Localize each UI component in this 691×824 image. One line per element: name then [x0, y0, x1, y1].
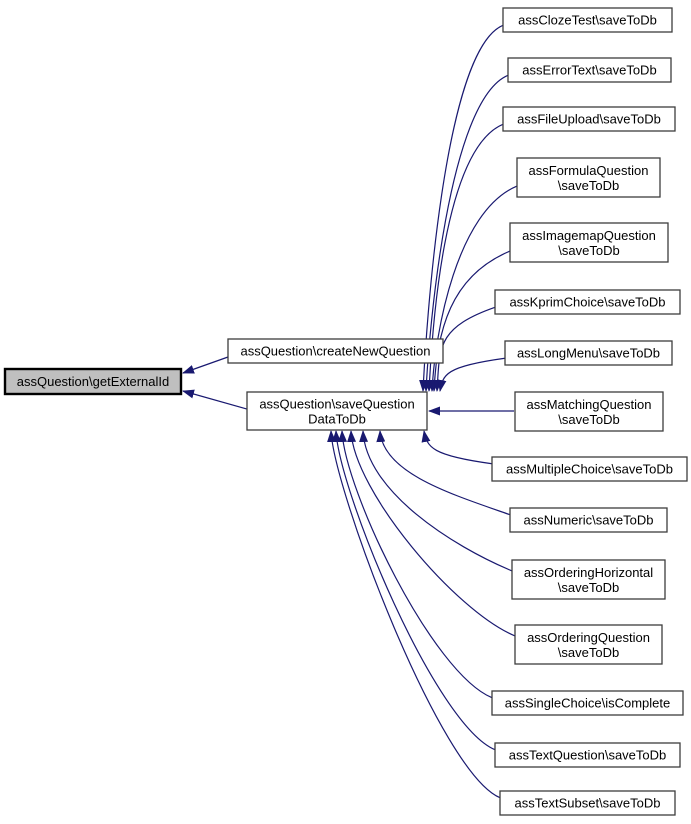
node-assImagemapQuestion[interactable] — [510, 223, 668, 262]
node-assLongMenu[interactable] — [505, 341, 672, 365]
node-createNewQuestion[interactable] — [228, 339, 443, 363]
node-assKprimChoice[interactable] — [495, 290, 680, 314]
node-assFormulaQuestion[interactable] — [517, 158, 660, 197]
node-assMatchingQuestion[interactable] — [515, 392, 663, 431]
node-label-assMatchingQuestion-line1: \saveToDb — [558, 412, 620, 427]
node-assFileUpload[interactable] — [503, 107, 675, 131]
edge-assTextQuestion-to-saveQuestionDataToDb — [336, 431, 495, 750]
node-saveQuestionDataToDb[interactable] — [247, 392, 427, 430]
node-label-assMultipleChoice-line0: assMultipleChoice\saveToDb — [506, 461, 673, 477]
node-assNumeric[interactable] — [510, 508, 667, 532]
node-label-assOrderingQuestion-line0: assOrderingQuestion — [527, 630, 650, 645]
node-label-getExternalId-line0: assQuestion\getExternalId — [16, 374, 170, 389]
node-label-assLongMenu-line0: assLongMenu\saveToDb — [516, 345, 661, 361]
node-label-assMatchingQuestion-line0: assMatchingQuestion — [526, 397, 652, 412]
edge-assMultipleChoice-to-saveQuestionDataToDb — [424, 431, 492, 464]
node-assOrderingHorizontal[interactable] — [512, 560, 665, 599]
node-label-saveQuestionDataToDb-line1: DataToDb — [308, 411, 366, 427]
node-assErrorText[interactable] — [508, 58, 671, 82]
edge-createNewQuestion-to-getExternalId — [183, 357, 228, 373]
node-assSingleChoice[interactable] — [492, 691, 683, 715]
node-assOrderingQuestion[interactable] — [515, 625, 662, 664]
edge-assSingleChoice-to-saveQuestionDataToDb — [342, 431, 492, 698]
node-label-assImagemapQuestion-line0: assImagemapQuestion — [522, 228, 656, 243]
node-label-assOrderingQuestion-line1: \saveToDb — [557, 645, 620, 660]
node-label-assTextSubset-line0: assTextSubset\saveToDb — [514, 795, 661, 811]
node-label-assFormulaQuestion-line0: assFormulaQuestion — [528, 163, 649, 178]
edge-saveQuestionDataToDb-to-getExternalId — [183, 391, 247, 409]
node-label-assNumeric-line0: assNumeric\saveToDb — [523, 512, 654, 528]
edge-assFormulaQuestion-to-saveQuestionDataToDb — [432, 186, 517, 391]
node-label-assImagemapQuestion-line1: \saveToDb — [558, 243, 620, 258]
edge-assLongMenu-to-saveQuestionDataToDb — [440, 358, 505, 391]
node-getExternalId[interactable] — [5, 369, 181, 394]
node-assTextSubset[interactable] — [500, 791, 675, 815]
node-label-assClozeTest-line0: assClozeTest\saveToDb — [518, 12, 657, 28]
node-label-createNewQuestion-line0: assQuestion\createNewQuestion — [240, 343, 431, 359]
edge-assTextSubset-to-saveQuestionDataToDb — [331, 431, 500, 798]
node-label-assErrorText-line0: assErrorText\saveToDb — [522, 62, 657, 78]
node-label-assOrderingHorizontal-line0: assOrderingHorizontal — [523, 565, 654, 580]
node-label-assFormulaQuestion-line1: \saveToDb — [557, 178, 620, 193]
node-label-assSingleChoice-line0: assSingleChoice\isComplete — [504, 695, 671, 711]
node-label-saveQuestionDataToDb-line0: assQuestion\saveQuestion — [259, 396, 415, 412]
edge-assOrderingHorizontal-to-saveQuestionDataToDb — [363, 431, 512, 571]
node-assMultipleChoice[interactable] — [492, 457, 687, 481]
node-assTextQuestion[interactable] — [495, 743, 680, 767]
node-assClozeTest[interactable] — [503, 8, 672, 32]
edge-assOrderingQuestion-to-saveQuestionDataToDb — [351, 431, 515, 636]
node-label-assFileUpload-line0: assFileUpload\saveToDb — [517, 111, 661, 127]
node-label-assKprimChoice-line0: assKprimChoice\saveToDb — [509, 294, 666, 310]
edge-assClozeTest-to-saveQuestionDataToDb — [423, 25, 503, 391]
node-label-assTextQuestion-line0: assTextQuestion\saveToDb — [508, 747, 667, 763]
edge-assNumeric-to-saveQuestionDataToDb — [380, 431, 510, 515]
node-label-assOrderingHorizontal-line1: \saveToDb — [557, 580, 620, 595]
edge-assImagemapQuestion-to-saveQuestionDataToDb — [434, 251, 510, 391]
